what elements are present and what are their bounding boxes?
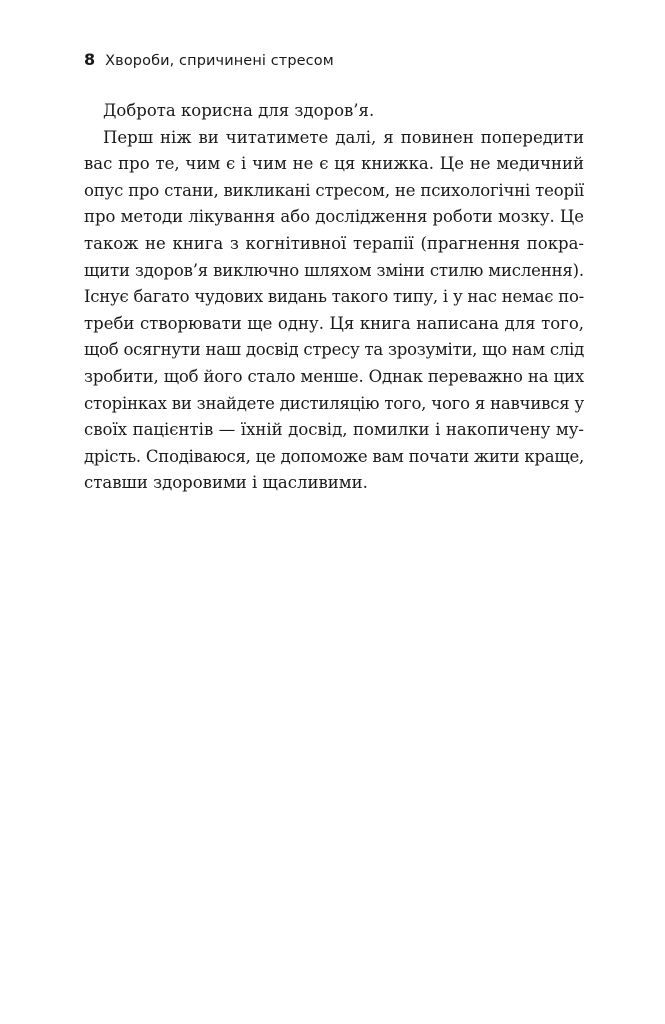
running-header [84, 50, 334, 74]
paragraph [84, 98, 584, 125]
text-line: своїх пацієнтів — їхній досвід, помилки і накопичену му- [84, 420, 584, 440]
text-line: сторінках ви знайдете дистиляцію того, чого я навчився у [84, 393, 584, 413]
text-line: Перш ніж ви читатимете далі, я повинен попередити [103, 127, 584, 147]
text-line: щоб осягнути наш досвід стресу та зрозуміти, що нам слід [84, 340, 584, 360]
text-line: про методи лікування або дослідження роботи мозку. Це [84, 207, 584, 227]
text-line: щити здоров’я виключно шляхом зміни стилю мислення). [84, 260, 584, 280]
running-title: Хвороби, спричинені стресом [105, 53, 334, 69]
text-line: ставши здоровими і щасливими. [84, 473, 368, 493]
text-line: опус про стани, викликані стресом, не психологічні теорії [84, 180, 584, 200]
text-line: дрість. Сподіваюся, це допоможе вам почати жити краще, [84, 446, 584, 466]
text-line: також не книга з когнітивної терапії (прагнення покра- [84, 233, 584, 253]
body-text [84, 98, 584, 497]
text-line: Доброта корисна для здоров’я. [103, 101, 375, 120]
text-line: Існує багато чудових видань такого типу, і у нас немає по- [84, 287, 584, 307]
paragraph [84, 125, 584, 497]
text-line: зробити, щоб його стало менше. Однак переважно на цих [84, 366, 584, 386]
text-line: вас про те, чим є і чим не є ця книжка. Це не медичний [84, 154, 584, 174]
page-number: 8 [84, 50, 96, 69]
text-line: треби створювати ще одну. Ця книга написана для того, [84, 313, 584, 333]
